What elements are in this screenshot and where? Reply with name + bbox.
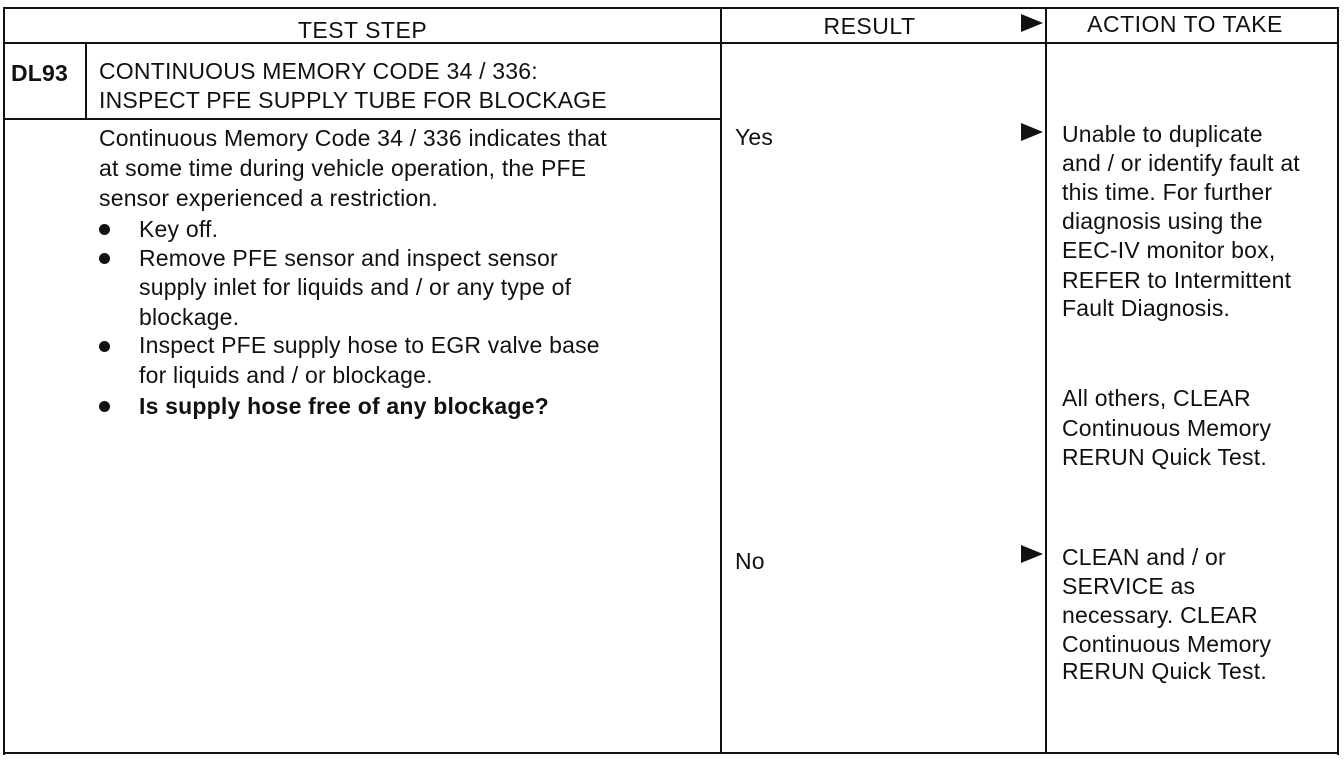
action-line: Unable to duplicate xyxy=(1062,121,1263,147)
table-bottom-border xyxy=(3,752,1339,754)
bullet-text: Remove PFE sensor and inspect sensor xyxy=(139,245,558,271)
step-id: DL93 xyxy=(11,60,69,86)
bullet-icon xyxy=(99,224,110,235)
bullet-icon xyxy=(99,341,110,352)
intro-line: at some time during vehicle operation, the PFE xyxy=(99,155,587,181)
action-line: REFER to Intermittent xyxy=(1062,267,1292,293)
action-header: ACTION TO TAKE xyxy=(1087,11,1283,37)
action-line: Fault Diagnosis. xyxy=(1062,295,1231,321)
bullet-icon xyxy=(99,253,110,264)
action-line: Continuous Memory xyxy=(1062,415,1272,441)
step-id-divider xyxy=(85,44,87,120)
action-line: All others, CLEAR xyxy=(1062,385,1251,411)
bullet-text: supply inlet for liquids and / or any type of xyxy=(139,274,572,300)
action-line: Continuous Memory xyxy=(1062,631,1272,657)
result-arrow-icon xyxy=(1021,545,1043,563)
bullet-text: for liquids and / or blockage. xyxy=(139,362,433,388)
bullet-icon xyxy=(99,401,110,412)
test-step-header: TEST STEP xyxy=(297,17,428,43)
action-line: SERVICE as xyxy=(1062,573,1196,599)
action-line: and / or identify fault at xyxy=(1062,150,1300,176)
result-no: No xyxy=(735,548,765,574)
bullet-text: Key off. xyxy=(139,216,219,242)
action-line: RERUN Quick Test. xyxy=(1062,658,1267,684)
result-arrow-icon xyxy=(1021,14,1043,32)
action-line: diagnosis using the xyxy=(1062,208,1263,234)
action-line: CLEAN and / or xyxy=(1062,544,1226,570)
result-arrow-icon xyxy=(1021,123,1043,141)
action-line: RERUN Quick Test. xyxy=(1062,444,1267,470)
step-title-line2: INSPECT PFE SUPPLY TUBE FOR BLOCKAGE xyxy=(99,87,607,113)
table-top-border xyxy=(3,7,1339,9)
action-column-divider xyxy=(1045,7,1047,754)
bullet-question: Is supply hose free of any blockage? xyxy=(139,393,549,419)
result-header: RESULT xyxy=(823,13,916,39)
action-line: necessary. CLEAR xyxy=(1062,602,1258,628)
intro-line: Continuous Memory Code 34 / 336 indicates that xyxy=(99,125,607,151)
table-right-border xyxy=(1337,7,1339,755)
action-line: this time. For further xyxy=(1062,179,1273,205)
bullet-text: blockage. xyxy=(139,304,240,330)
step-title-bottom-border xyxy=(3,118,722,120)
result-yes: Yes xyxy=(735,124,774,150)
intro-line: sensor experienced a restriction. xyxy=(99,185,438,211)
bullet-text: Inspect PFE supply hose to EGR valve base xyxy=(139,332,600,358)
action-line: EEC-IV monitor box, xyxy=(1062,237,1276,263)
step-title-line1: CONTINUOUS MEMORY CODE 34 / 336: xyxy=(99,58,538,84)
